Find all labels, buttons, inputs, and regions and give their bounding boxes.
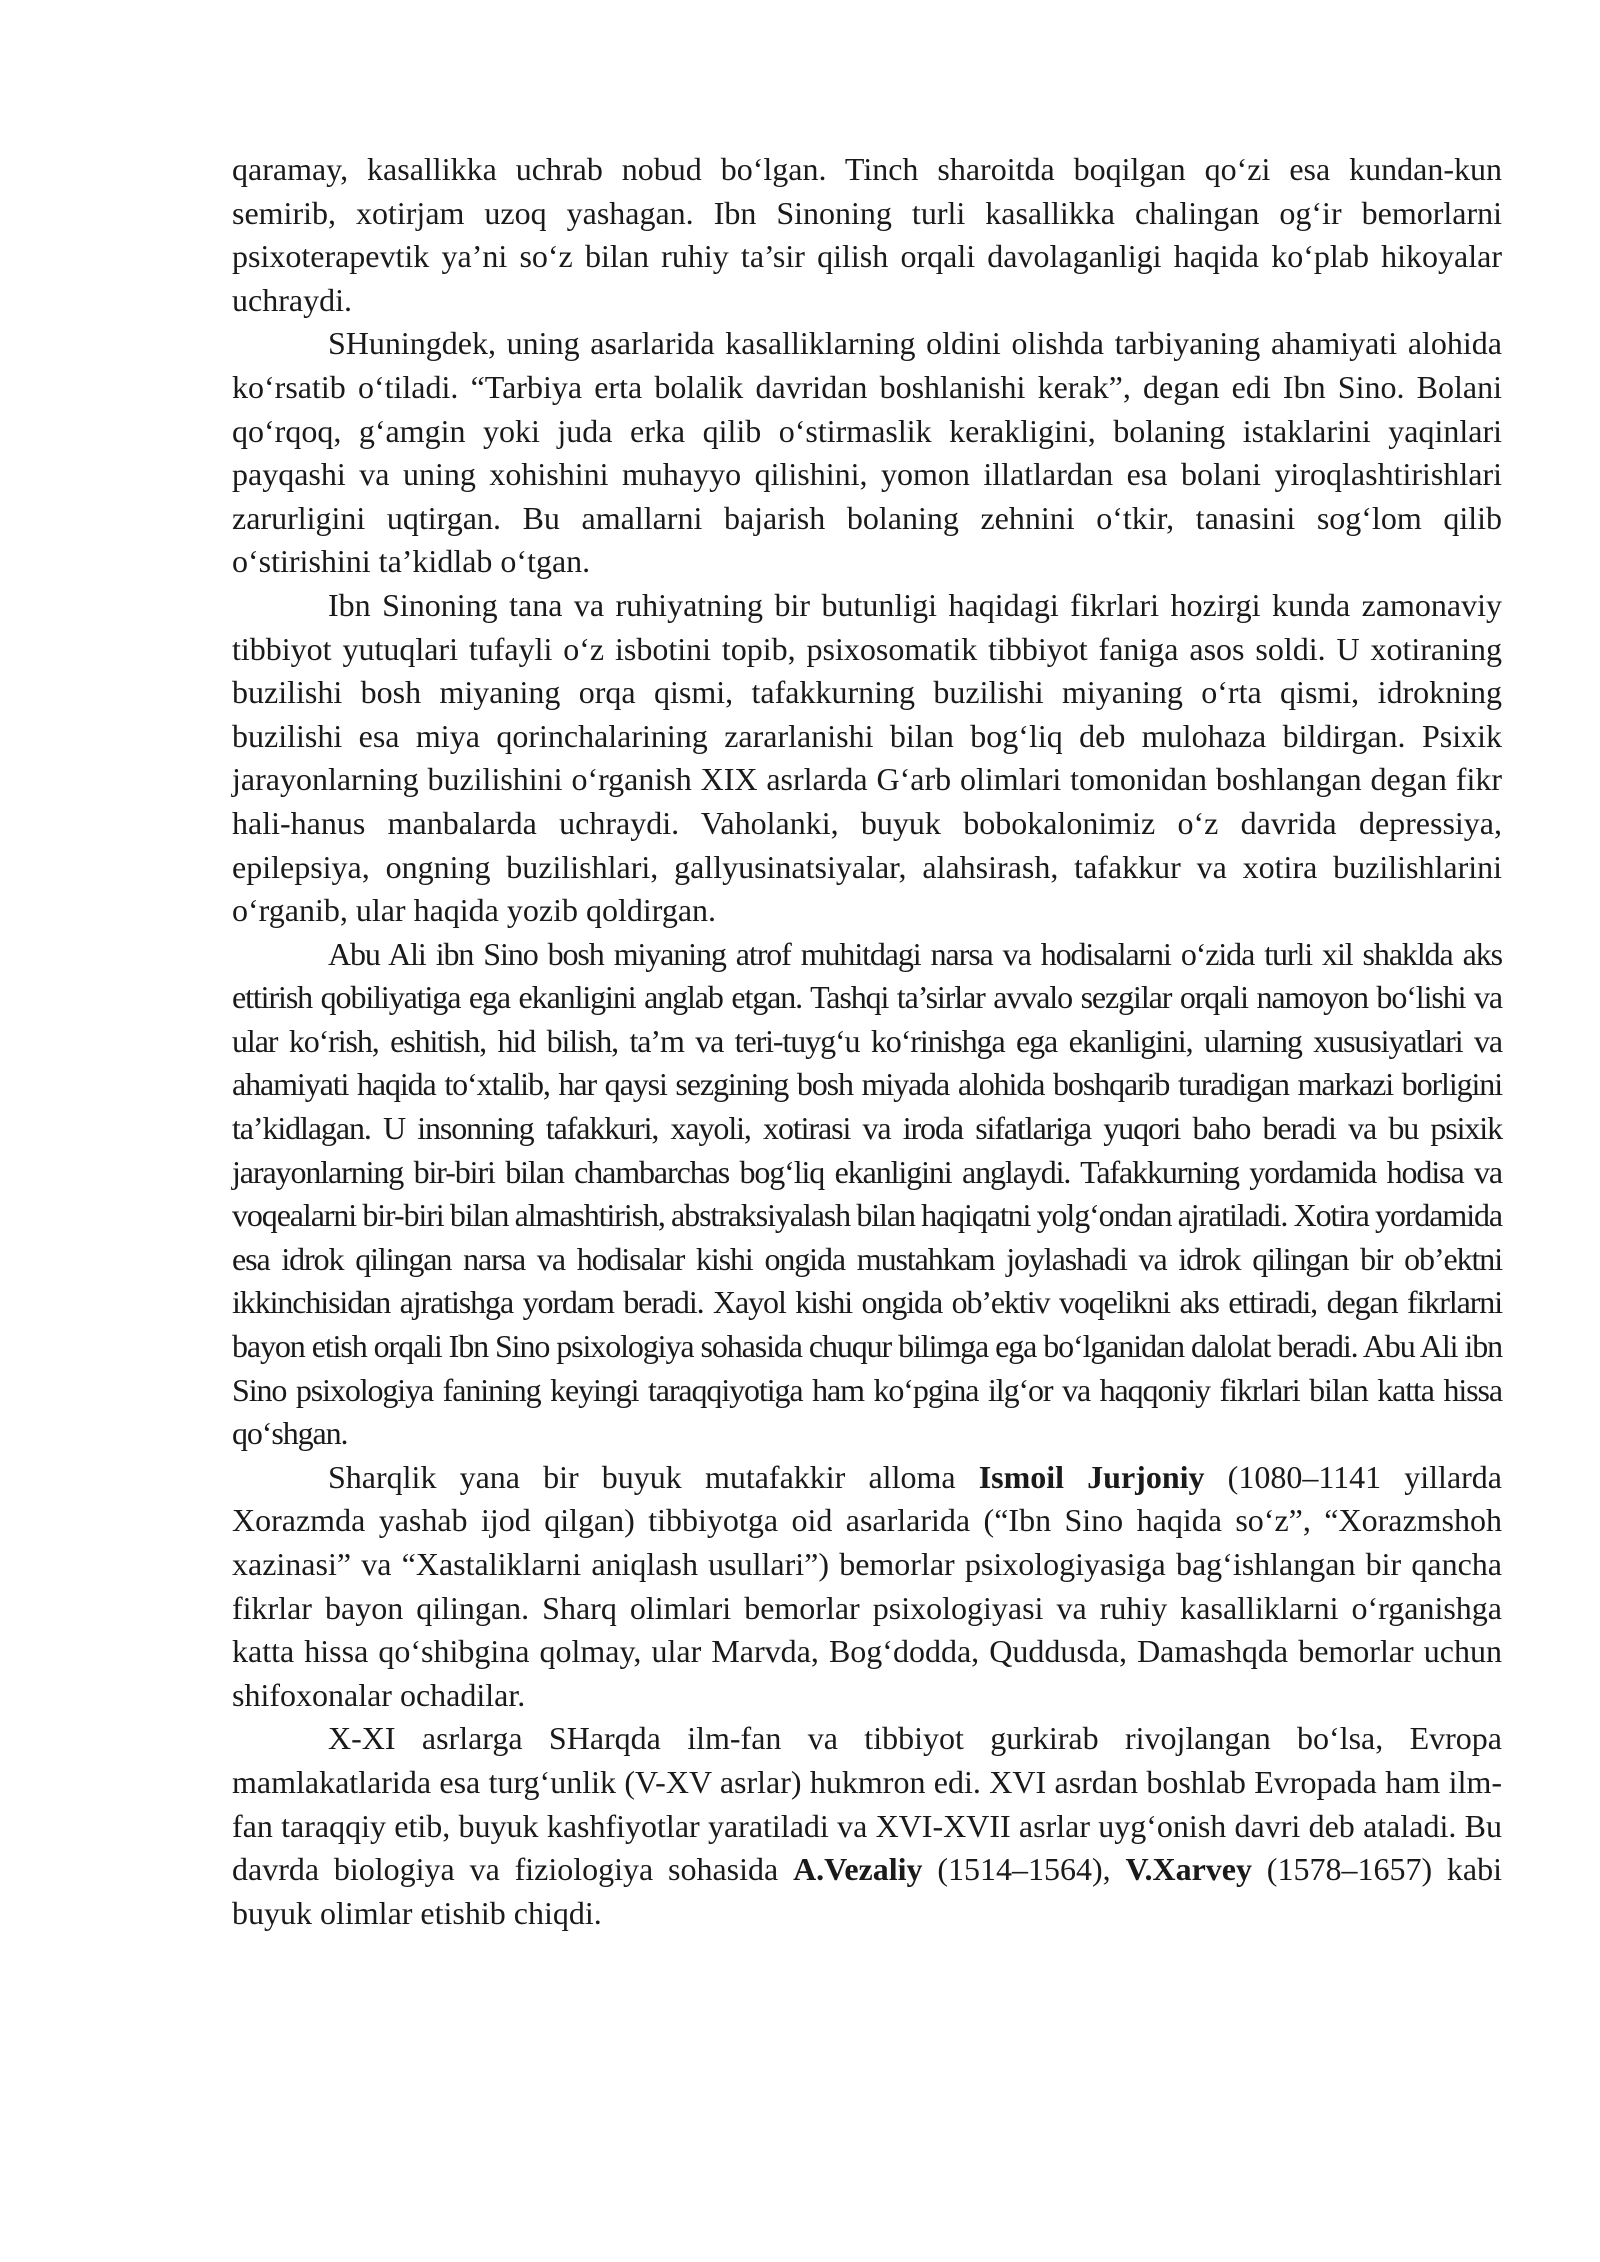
- paragraph-6-text-before: X-XI asrlarga SHarqda ilm-fan va tibbiyot gurkirab rivojlangan bo‘lsa, Evropa mamlakatlarida esa turg‘unlik (V-XV asrlar) hukmron edi. XVI asrdan boshlab Evropada ham ilm-fan taraqqiy etib, buyuk kashfiyotlar yaratiladi va XVI-XVII asrlar uyg‘onish davri deb ataladi. Bu davrda biologiya va fiziologiya sohasida: [232, 1720, 1502, 1888]
- document-page: [232, 148, 1502, 1935]
- paragraph-5: [232, 1456, 1502, 1718]
- paragraph-4: Abu Ali ibn Sino bosh miyaning atrof muhitdagi narsa va hodisalarni o‘zida turli xil shaklda aks ettirish qobiliyatiga ega ekanligini anglab etgan. Tashqi ta’sirlar avvalo sezgilar orqali namoyon bo‘lishi va ular ko‘rish, eshitish, hid bilish, ta’m va teri-tuyg‘u ko‘rinishga ega ekanligini, ularning xususiyatlari va ahamiyati haqida to‘xtalib, har qaysi sezgining bosh miyada alohida boshqarib turadigan markazi borligini ta’kidlagan. U insonning tafakkuri, xayoli, xotirasi va iroda sifatlariga yuqori baho beradi va bu psixik jarayonlarning bir-biri bilan chambarchas bog‘liq ekanligini anglaydi. Tafakkurning yordamida hodisa va voqealarni bir-biri bilan almashtirish, abstraksiyalash bilan haqiqatni yolg‘ondan ajratiladi. Xotira yordamida esa idrok qilingan narsa va hodisalar kishi ongida mustahkam joylashadi va idrok qilingan bir ob’ektni ikkinchisidan ajratishga yordam beradi. Xayol kishi ongida ob’ektiv voqelikni aks ettiradi, degan fikrlarni bayon etish orqali Ibn Sino psixologiya sohasida chuqur bilimga ega bo‘lganidan dalolat beradi. Abu Ali ibn Sino psixologiya fanining keyingi taraqqiyotiga ham ko‘pgina ilg‘or va haqqoniy fikrlari bilan katta hissa qo‘shgan.: [232, 935, 1502, 1452]
- paragraph-1: qaramay, kasallikka uchrab nobud bo‘lgan. Tinch sharoitda boqilgan qo‘zi esa kundan-kun semirib, xotirjam uzoq yashagan. Ibn Sinoning turli kasallikka chalingan og‘ir bemorlarni psixoterapevtik ya’ni so‘z bilan ruhiy ta’sir qilish orqali davolaganligi haqida ko‘plab hikoyalar uchraydi.: [232, 151, 1502, 318]
- author-name-jurjoniy: Ismoil Jurjoniy: [978, 1458, 1205, 1495]
- paragraph-6: [232, 1717, 1502, 1935]
- paragraph-5-text-before: Sharqlik yana bir buyuk mutafakkir alloma: [328, 1458, 979, 1495]
- paragraph-2: SHuningdek, uning asarlarida kasalliklarning oldini olishda tarbiyaning ahamiyati alohida ko‘rsatib o‘tiladi. “Tarbiya erta bolalik davridan boshlanishi kerak”, degan edi Ibn Sino. Bolani qo‘rqoq, g‘amgin yoki juda erka qilib o‘stirmaslik kerakligini, bolaning istaklarini yaqinlari payqashi va uning xohishini muhayyo qilishini, yomon illatlardan esa bolani yiroqlashtirishlari zarurligini uqtirgan. Bu amallarni bajarish bolaning zehnini o‘tkir, tanasini sog‘lom qilib o‘stirishini ta’kidlab o‘tgan.: [232, 325, 1502, 580]
- author-name-xarvey: V.Xarvey: [1125, 1851, 1252, 1888]
- paragraph-6-text-after: (1578–1657) kabi buyuk olimlar etishib chiqdi.: [232, 1851, 1503, 1931]
- paragraph-3: Ibn Sinoning tana va ruhiyatning bir butunligi haqidagi fikrlari hozirgi kunda zamonaviy tibbiyot yutuqlari tufayli o‘z isbotini topib, psixosomatik tibbiyot faniga asos soldi. U xotiraning buzilishi bosh miyaning orqa qismi, tafakkurning buzilishi miyaning o‘rta qismi, idrokning buzilishi esa miya qorinchalarining zararlanishi bilan bog‘liq deb mulohaza bildirgan. Psixik jarayonlarning buzilishini o‘rganish XIX asrlarda G‘arb olimlari tomonidan boshlangan degan fikr hali-hanus manbalarda uchraydi. Vaholanki, buyuk bobokalonimiz o‘z davrida depressiya, epilepsiya, ongning buzilishlari, gallyusinatsiyalar, alahsirash, tafakkur va xotira buzilishlarini o‘rganib, ular haqida yozib qoldirgan.: [232, 586, 1502, 929]
- author-name-vezaliy: A.Vezaliy: [793, 1851, 923, 1888]
- paragraph-6-text-middle: (1514–1564),: [922, 1851, 1126, 1888]
- paragraph-5-text-after: (1080–1141 yillarda Xorazmda yashab ijod qilgan) tibbiyotga oid asarlarida (“Ibn Sino haqida so‘z”, “Xorazmshoh xazinasi” va “Xastaliklarni aniqlash usullari”) bemorlar psixologiyasiga bag‘ishlangan bir qancha fikrlar bayon qilingan. Sharq olimlari bemorlar psixologiyasi va ruhiy kasalliklarni o‘rganishga katta hissa qo‘shibgina qolmay, ular Marvda, Bog‘dodda, Quddusda, Damashqda bemorlar uchun shifoxonalar ochadilar.: [232, 1458, 1503, 1713]
